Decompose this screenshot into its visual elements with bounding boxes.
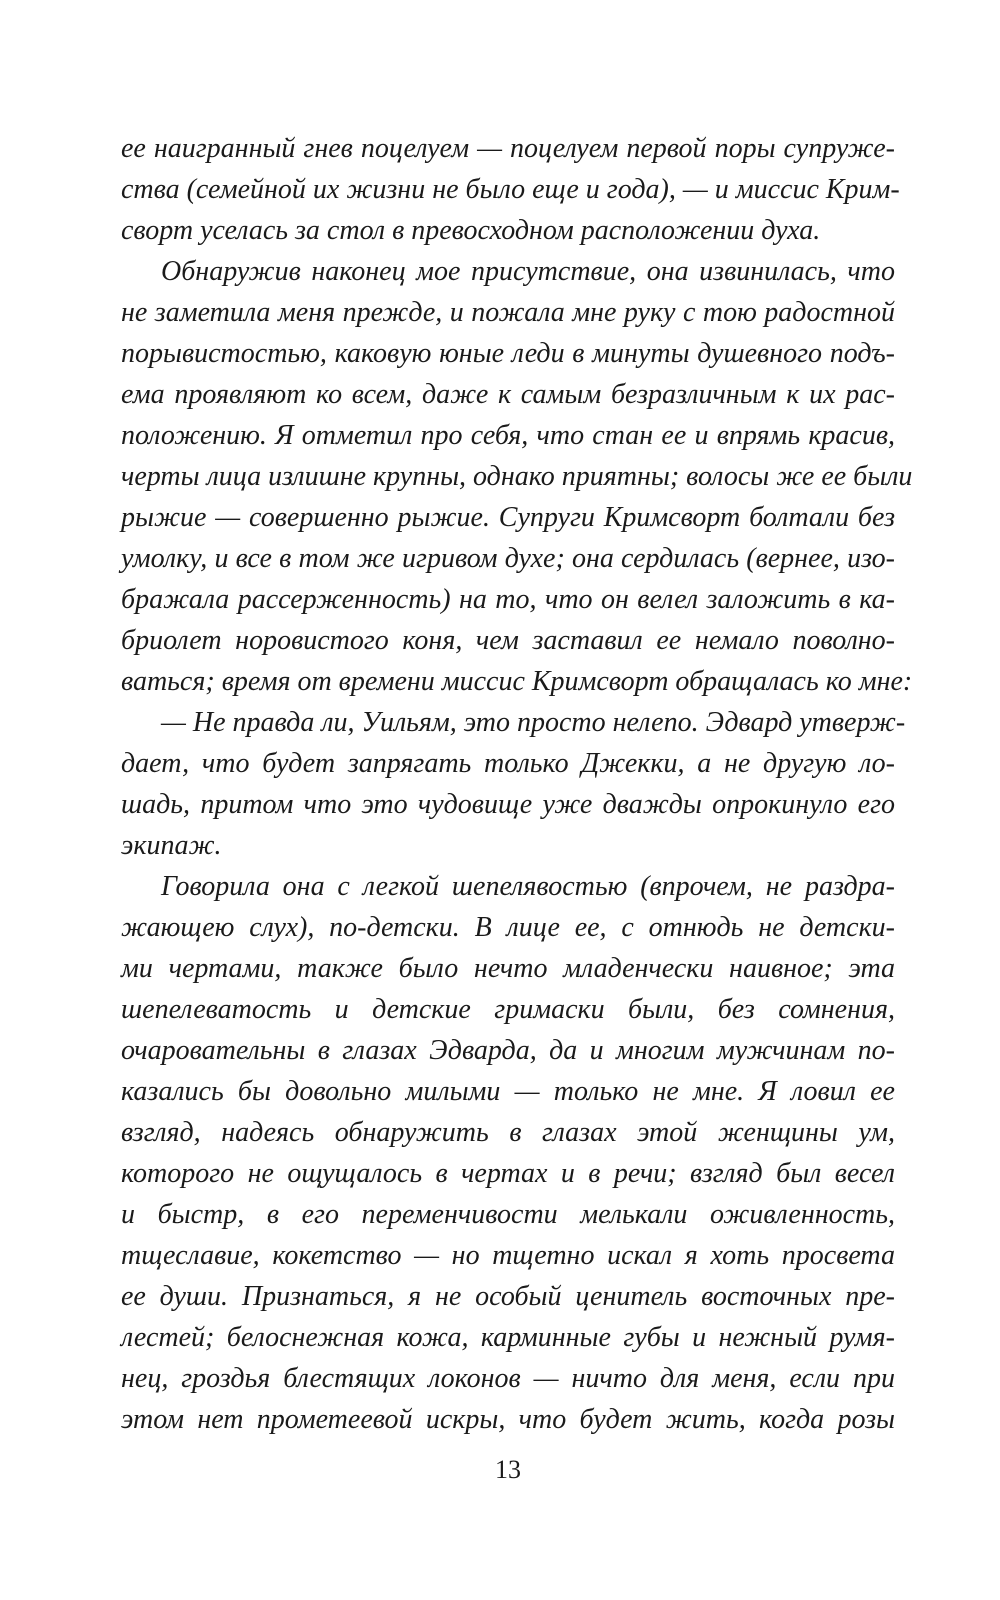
text-line: ее души. Признаться, я не особый ценитель восточных пре- — [121, 1281, 895, 1312]
text-line: ее наигранный гнев поцелуем — поцелуем первой поры супруже- — [121, 133, 895, 164]
text-line: шепелеватость и детские гримаски были, без сомнения, — [121, 994, 895, 1025]
text-line: ема проявляют ко всем, даже к самым безразличным к их рас- — [121, 379, 895, 410]
text-line: черты лица излишне крупны, однако приятны; волосы же ее были — [121, 461, 913, 492]
text-line: не заметила меня прежде, и пожала мне руку с тою радостной — [121, 297, 895, 328]
text-line: рыжие — совершенно рыжие. Супруги Кримсворт болтали без — [121, 502, 895, 533]
text-line: порывистостью, каковую юные леди в минуты душевного подъ- — [121, 338, 895, 369]
text-line: лестей; белоснежная кожа, карминные губы и нежный румя- — [121, 1322, 895, 1353]
text-line: жающею слух), по-детски. В лице ее, с отнюдь не детски- — [121, 912, 895, 943]
text-line: взгляд, надеясь обнаружить в глазах этой женщины ум, — [121, 1117, 895, 1148]
text-line: Говорила она с легкой шепелявостью (впрочем, не раздра- — [161, 871, 895, 902]
body-text — [121, 128, 913, 1440]
text-line: ваться; время от времени миссис Кримсворт обращалась ко мне: — [121, 666, 913, 697]
text-line: ми чертами, также было нечто младенчески наивное; эта — [121, 953, 895, 984]
text-line: этом нет прометеевой искры, что будет жить, когда розы — [121, 1404, 895, 1435]
text-line: положению. Я отметил про себя, что стан ее и впрямь красив, — [121, 420, 895, 451]
text-line: шадь, притом что это чудовище уже дважды опрокинуло его — [121, 789, 895, 820]
text-line: экипаж. — [121, 830, 222, 861]
text-line: Обнаружив наконец мое присутствие, она извинилась, что — [161, 256, 895, 287]
text-line: которого не ощущалось в чертах и в речи; взгляд был весел — [121, 1158, 895, 1189]
text-line: тщеславие, кокетство — но тщетно искал я хоть просвета — [121, 1240, 895, 1271]
text-line: казались бы довольно милыми — только не мне. Я ловил ее — [121, 1076, 895, 1107]
text-line: ства (семейной их жизни не было еще и года), — и миссис Крим- — [121, 174, 900, 205]
text-line: сворт уселась за стол в превосходном расположении духа. — [121, 215, 821, 246]
text-line: нец, гроздья блестящих локонов — ничто для меня, если при — [121, 1363, 895, 1394]
page-number: 13 — [495, 1455, 521, 1484]
text-line: бражала рассерженность) на то, что он велел заложить в ка- — [121, 584, 895, 615]
text-line: бриолет норовистого коня, чем заставил ее немало поволно- — [121, 625, 895, 656]
text-line: умолку, и все в том же игривом духе; она сердилась (вернее, изо- — [121, 543, 895, 574]
text-line: и быстр, в его переменчивости мелькали оживленность, — [121, 1199, 895, 1230]
text-line: — Не правда ли, Уильям, это просто нелепо. Эдвард утверж- — [161, 707, 906, 738]
text-line: дает, что будет запрягать только Джекки, а не другую ло- — [121, 748, 895, 779]
text-line: очаровательны в глазах Эдварда, да и многим мужчинам по- — [121, 1035, 895, 1066]
